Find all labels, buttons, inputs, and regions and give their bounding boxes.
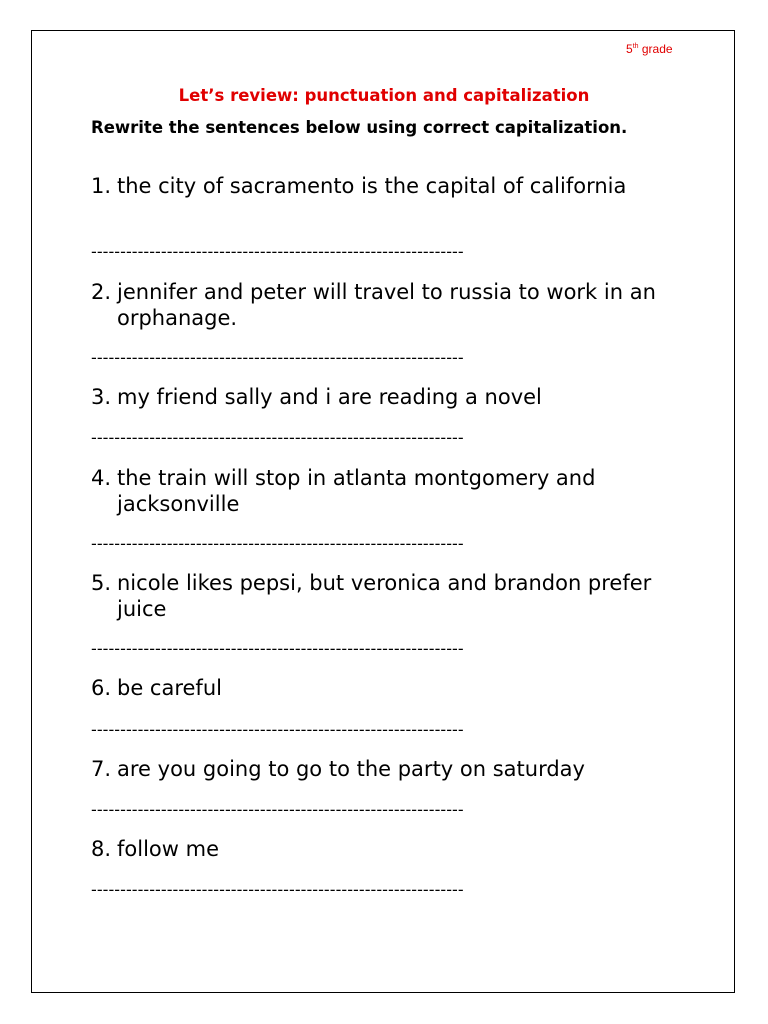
grade-word: grade: [641, 42, 673, 56]
item-number: 1.: [91, 174, 112, 198]
item-sentence: be careful: [117, 676, 222, 700]
exercise-item-8: [91, 837, 691, 863]
answer-line-7: ----------------------------------------------------------------: [91, 800, 464, 819]
item-sentence: my friend sally and i are reading a novel: [117, 385, 542, 409]
item-sentence: nicole likes pepsi, but veronica and brandon prefer juice: [117, 571, 652, 621]
item-number: 3.: [91, 385, 112, 409]
item-sentence: jennifer and peter will travel to russia to work in an orphanage.: [117, 280, 656, 330]
answer-line-6: ----------------------------------------------------------------: [91, 720, 464, 739]
answer-line-8: ----------------------------------------------------------------: [91, 880, 464, 899]
exercise-item-5: [91, 571, 691, 622]
exercise-item-6: [91, 676, 691, 702]
exercise-item-4: [91, 466, 691, 517]
exercise-item-2: [91, 280, 691, 331]
worksheet-title: Let’s review: punctuation and capitalization: [178, 86, 590, 105]
grade-suffix: th: [632, 43, 639, 50]
item-number: 6.: [91, 676, 112, 700]
item-sentence: the city of sacramento is the capital of california: [117, 174, 627, 198]
grade-number: 5: [626, 42, 633, 56]
answer-line-4: ----------------------------------------------------------------: [91, 534, 464, 553]
item-number: 4.: [91, 466, 112, 490]
instructions: Rewrite the sentences below using correct capitalization.: [91, 118, 628, 137]
item-sentence: are you going to go to the party on saturday: [117, 757, 585, 781]
item-number: 8.: [91, 837, 112, 861]
answer-line-3: ----------------------------------------------------------------: [91, 428, 464, 447]
answer-line-1: ----------------------------------------------------------------: [91, 242, 464, 261]
exercise-item-3: [91, 385, 691, 411]
item-sentence: follow me: [117, 837, 219, 861]
item-number: 5.: [91, 571, 112, 595]
exercise-item-7: [91, 757, 691, 783]
grade-label: [626, 42, 673, 56]
answer-line-2: ----------------------------------------------------------------: [91, 348, 464, 367]
exercise-item-1: [91, 174, 691, 200]
item-number: 2.: [91, 280, 112, 304]
answer-line-5: ----------------------------------------------------------------: [91, 639, 464, 658]
item-number: 7.: [91, 757, 112, 781]
item-sentence: the train will stop in atlanta montgomery and jacksonville: [117, 466, 596, 516]
